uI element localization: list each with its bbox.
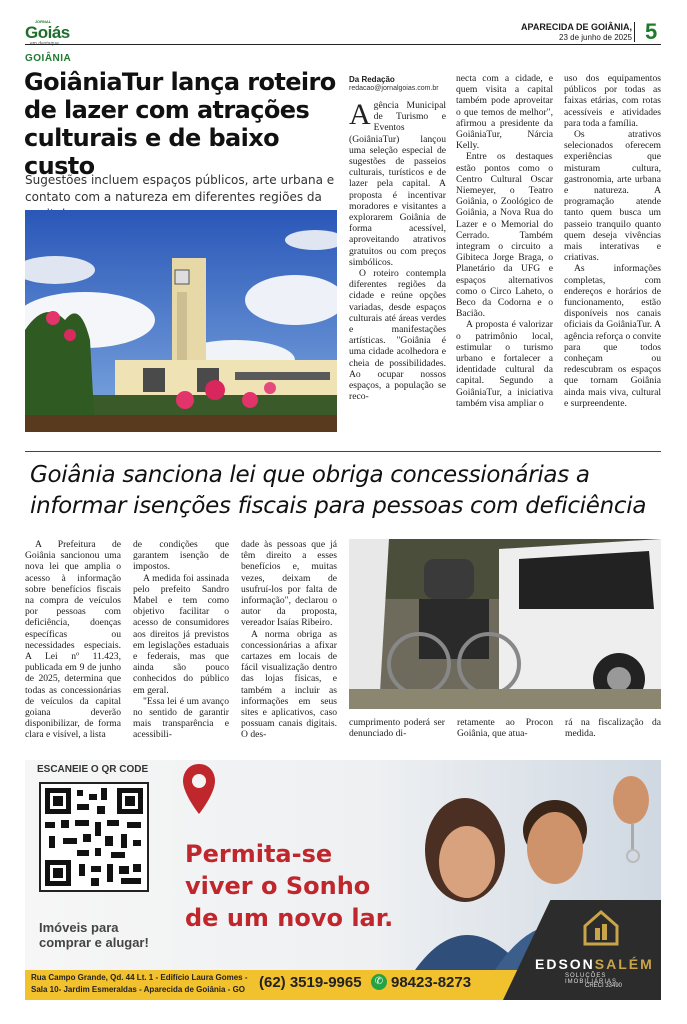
article1-email[interactable]: redacao@jornalgoias.com.br bbox=[349, 85, 439, 92]
slogan-line: Permita-se bbox=[185, 840, 333, 868]
paragraph: O roteiro contempla diferentes regiões da cidade e reúne opções variadas, desde espaços culturais até áreas verdes e manifestações artísticas. "Goiânia é uma cidade acolhedora e cheia de possibilidades. Ao ocupar nossos espaços, a população se reco- bbox=[349, 268, 446, 403]
article2-column-5 bbox=[457, 717, 553, 739]
tower-building-image bbox=[25, 210, 337, 432]
slogan-line: viver o Sonho bbox=[185, 872, 371, 900]
article1-column-1 bbox=[349, 100, 446, 402]
logo-top-text: JORNAL bbox=[34, 19, 52, 24]
house-logo-icon bbox=[583, 910, 619, 951]
ad-slogan bbox=[185, 838, 393, 934]
article1-column-2 bbox=[456, 73, 553, 409]
paragraph: gência Municipal de Turismo e Eventos (GoiâniaTur) lançou uma seleção especial de sugestões de passeios culturais, turísticos e de lazer pela capital. A proposta é incentivar moradores e visitantes a explorarem Goiânia de forma acessível, aproveitando atrativos gratuitos ou com preços simbólicos. bbox=[349, 100, 446, 268]
paragraph: uso dos equipamentos públicos por todas as faixas etárias, com rotas acessíveis e atividades para toda a família. bbox=[564, 73, 661, 129]
section-label: GOIÂNIA bbox=[25, 53, 72, 64]
qr-title: ESCANEIE O QR CODE bbox=[37, 764, 149, 775]
creci-number: CRECI 33490 bbox=[585, 983, 623, 989]
whatsapp-number[interactable]: 98423-8273 bbox=[391, 974, 472, 991]
section-rule bbox=[25, 451, 661, 452]
qr-caption bbox=[39, 920, 149, 950]
paragraph: Entre os destaques estão pontos como o Centro Cultural Oscar Niemeyer, o Teatro Goiânia, o Zoológico de Goiânia, a Nova Rua do Lazer e o Memorial do Cerrado. Também integram o circuito a Gibiteca Jorge Braga, o Planetário da UFG e espaços alternativos como o Circo Laheto, o Beco da Codorna e o Bacião. bbox=[456, 151, 553, 320]
article2-column-1 bbox=[25, 539, 121, 741]
address-line: Rua Campo Grande, Qd. 44 Lt. 1 - Edifício Laura Gomes - bbox=[31, 973, 248, 982]
article2-column-2 bbox=[133, 539, 229, 741]
article2-column-4 bbox=[349, 717, 445, 739]
paragraph: rá na fiscalização da medida. bbox=[565, 717, 661, 740]
edition-city: APARECIDA DE GOIÂNIA, bbox=[520, 22, 632, 32]
slogan-line: de um novo lar. bbox=[185, 904, 394, 932]
paragraph: Os atrativos selecionados oferecem experiências que misturam cultura, gastronomia, arte urbana e natureza. A programação atende tanto quem busca um passeio tranquilo quanto quem deseja vivências mais interativas e criativas. bbox=[564, 129, 661, 264]
article1-column-3 bbox=[564, 73, 661, 409]
article1-author: Da Redação bbox=[349, 75, 395, 84]
brand-name-part: SALÉM bbox=[594, 956, 654, 972]
paragraph: "Essa lei é um avanço no sentido de garantir mais transparência e acessibili- bbox=[133, 695, 229, 741]
paragraph: dade às pessoas que já têm direito a esses benefícios e, muitas vezes, deixam de usufruí-los por falta de informação", declarou o autor da proposta, vereador Isaías Ribeiro. bbox=[241, 539, 337, 629]
paragraph: A Prefeitura de Goiânia sancionou uma nova lei que amplia o acesso à informação sobre benefícios fiscais na compra de veículos por pessoas com deficiência, doenças específicas ou necessidades especiais. A Lei nº 11.423, publicada em 9 de junho de 2025, determina que todas as concessionárias de veículos da capital goiana deverão disponibilizar, de forma clara e visível, a lista bbox=[25, 539, 121, 741]
location-pin-icon bbox=[181, 762, 217, 821]
paragraph: As informações completas, com endereços e horários de funcionamento, estão disponíveis nos canais oficiais da GoiâniaTur. A agência reforça o convite para que todos conheçam ou redescubram os espaços que tornam Goiânia ainda mais viva, cultural e surpreendente. bbox=[564, 263, 661, 409]
address-line: Sala 10- Jardim Esmeraldas - Aparecida de Goiânia - GO bbox=[31, 985, 246, 994]
newspaper-logo: Goiás bbox=[25, 23, 70, 42]
phone-number[interactable]: (62) 3519-9965 bbox=[259, 974, 362, 991]
paragraph: cumprimento poderá ser denunciado di- bbox=[349, 717, 445, 740]
article1-headline: GoiâniaTur lança roteiro de lazer com atrações culturais e de baixo custo bbox=[24, 68, 336, 180]
article2-headline: Goiânia sanciona lei que obriga concessionárias a informar isenções fiscais para pessoas com deficiência bbox=[30, 462, 647, 519]
article2-column-3 bbox=[241, 539, 337, 741]
qr-caption-line: comprar e alugar! bbox=[39, 935, 149, 950]
paragraph: A norma obriga as concessionárias a afixar cartazes em locais de fácil visualização dentro das lojas físicas, e também a incluir as informações em seus sites e aplicativos, caso possuam canais digitais. O des- bbox=[241, 628, 337, 741]
whatsapp-icon: ✆ bbox=[371, 974, 387, 990]
paragraph: A medida foi assinada pelo prefeito Sandro Mabel e tem como objetivo facilitar o acesso de consumidores aos direitos já previstos em legislações estaduais e federais, mas que ainda são pouco conhecidos do público em geral. bbox=[133, 572, 229, 696]
paragraph: necta com a cidade, e quem visita a capital também pode aproveitar o que temos de melhor", afirmou a presidente da GoiâniaTur, Nárcia Kelly. bbox=[456, 73, 553, 152]
dropcap: A bbox=[349, 98, 371, 131]
paragraph: retamente ao Procon Goiânia, que atua- bbox=[457, 717, 553, 740]
edition-date: 23 de junho de 2025 bbox=[559, 33, 632, 42]
brand-tagline: SOLUÇÕES IMOBILIÁRIAS bbox=[565, 973, 618, 985]
cultural-center-photo bbox=[25, 210, 337, 432]
header-divider bbox=[634, 22, 635, 42]
header-rule bbox=[25, 44, 661, 45]
ad-address bbox=[31, 972, 247, 996]
wheelchair-user-image bbox=[349, 539, 661, 709]
paragraph: A proposta é valorizar o patrimônio local, estimular o turismo urbano e fortalecer a identidade cultural da capital. Segundo a GoiâniaTur, a iniciativa também visa ampliar o bbox=[456, 319, 553, 409]
real-estate-ad[interactable] bbox=[25, 760, 661, 1000]
qr-caption-line: Imóveis para bbox=[39, 920, 119, 935]
brand-name-part: EDSON bbox=[535, 956, 595, 972]
page-number: 5 bbox=[645, 19, 658, 44]
brand-name bbox=[535, 956, 654, 972]
article1-subhead: Sugestões incluem espaços públicos, arte urbana e contato com a natureza em diferentes regiões da bbox=[25, 173, 335, 204]
qr-code-icon[interactable] bbox=[39, 782, 149, 892]
article2-column-6 bbox=[565, 717, 661, 739]
wheelchair-car-photo bbox=[349, 539, 661, 709]
paragraph: de condições que garantem isenção de impostos. bbox=[133, 539, 229, 573]
